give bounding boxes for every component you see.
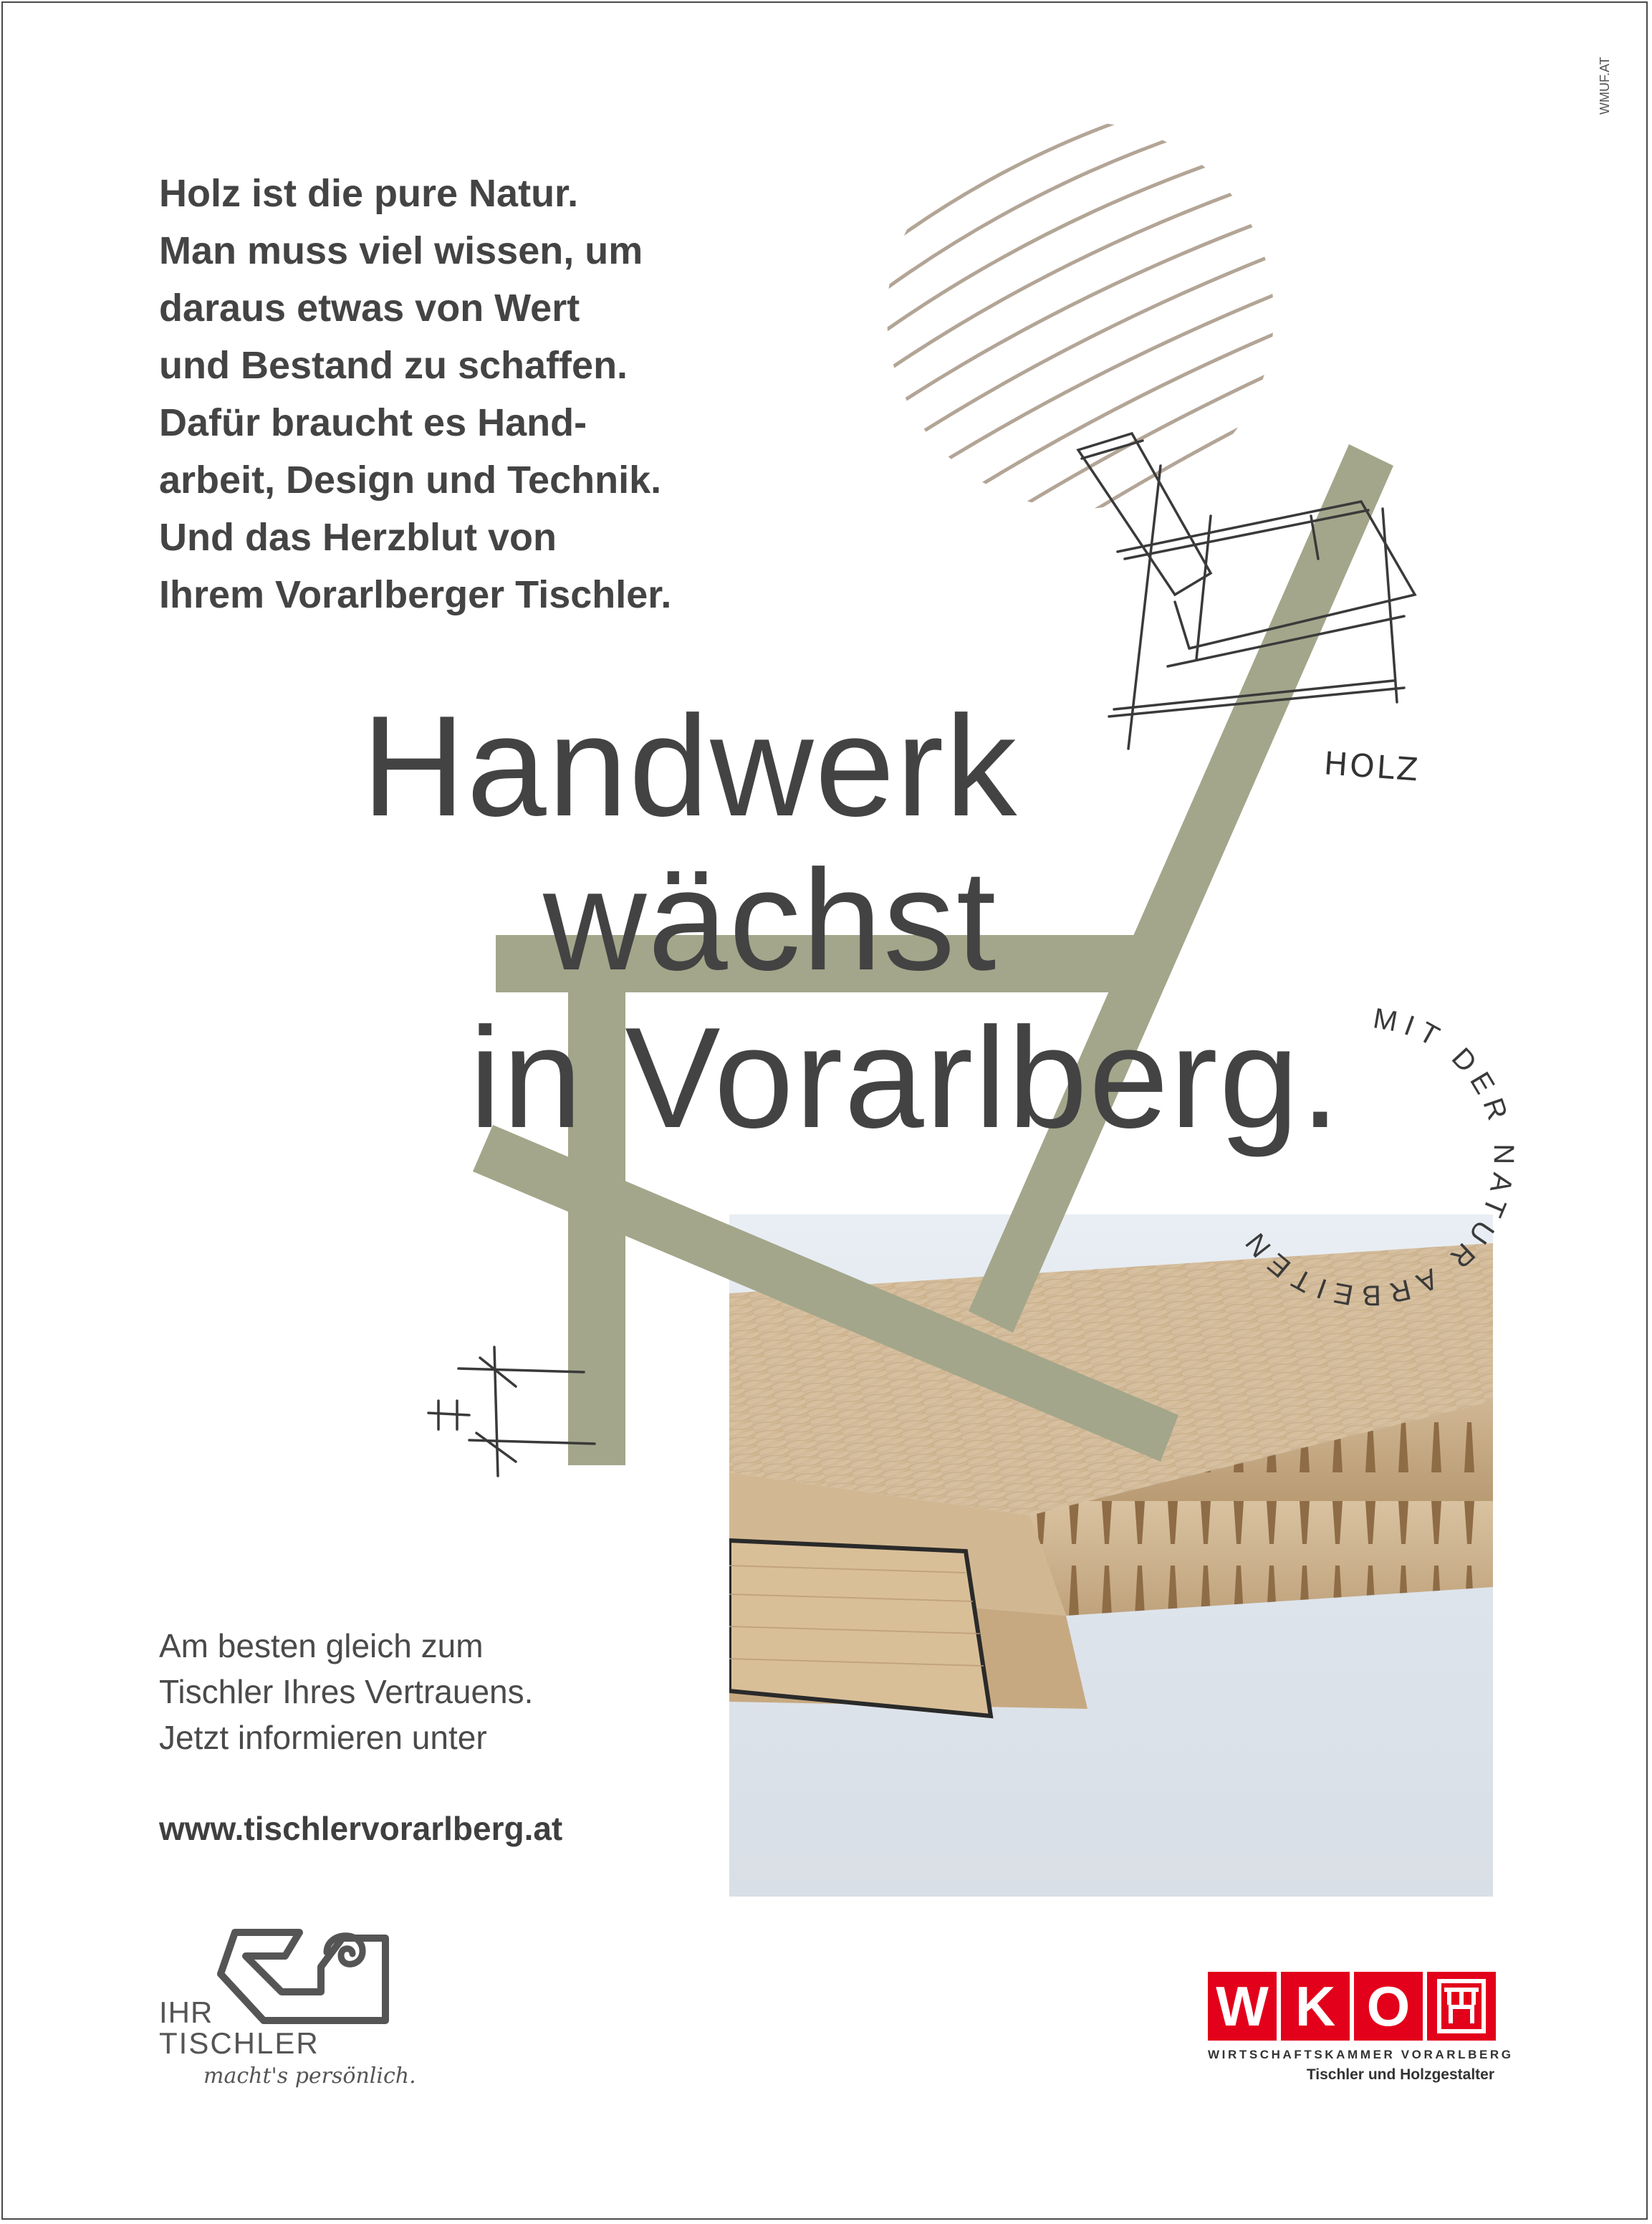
website-link[interactable]: www.tischlervorarlberg.at [159, 1810, 563, 1847]
intro-line: Dafür braucht es Hand- [159, 401, 587, 444]
wko-letter-k: K [1281, 1972, 1350, 2041]
holz-sketch-note: HOLZ [1322, 745, 1421, 789]
cta-line: Am besten gleich zum [159, 1627, 484, 1664]
vorarlberg-crest-icon [1427, 1972, 1496, 2041]
ihr-tischler-logo [156, 1924, 443, 2096]
cta-line: Tischler Ihres Vertrauens. [159, 1673, 534, 1710]
wko-letter-o: O [1354, 1972, 1423, 2041]
intro-line: Man muss viel wissen, um [159, 229, 643, 272]
wko-logo [1204, 1972, 1514, 2094]
wko-name: WIRTSCHAFTSKAMMER VORARLBERG [1208, 2048, 1514, 2061]
logo-slogan: macht's persönlich. [203, 2064, 416, 2089]
headline-line-2: wächst [543, 840, 998, 1000]
wko-letter-boxes [1208, 1972, 1496, 2041]
headline-line-1: Handwerk [362, 686, 1019, 846]
print-code: WMUF.AT [1598, 57, 1612, 115]
intro-line: Ihrem Vorarlberger Tischler. [159, 573, 672, 616]
cta-text [159, 1623, 746, 1760]
intro-line: arbeit, Design und Technik. [159, 459, 662, 502]
headline-line-3: in Vorarlberg. [469, 998, 1342, 1158]
logo-tischler: TISCHLER [159, 2026, 320, 2060]
intro-line: und Bestand zu schaffen. [159, 344, 628, 387]
intro-line: daraus etwas von Wert [159, 287, 580, 330]
wko-subline: Tischler und Holzgestalter [1306, 2066, 1494, 2083]
intro-line: Holz ist die pure Natur. [159, 172, 579, 215]
logo-ihr: IHR [159, 1995, 213, 2029]
hatched-circle [831, 64, 1304, 666]
intro-line: Und das Herzblut von [159, 516, 557, 559]
wko-letter-w: W [1208, 1972, 1277, 2041]
cta-line: Jetzt informieren unter [159, 1719, 487, 1756]
badge-text: MIT DER NATUR ARBEITEN [1235, 1002, 1519, 1312]
